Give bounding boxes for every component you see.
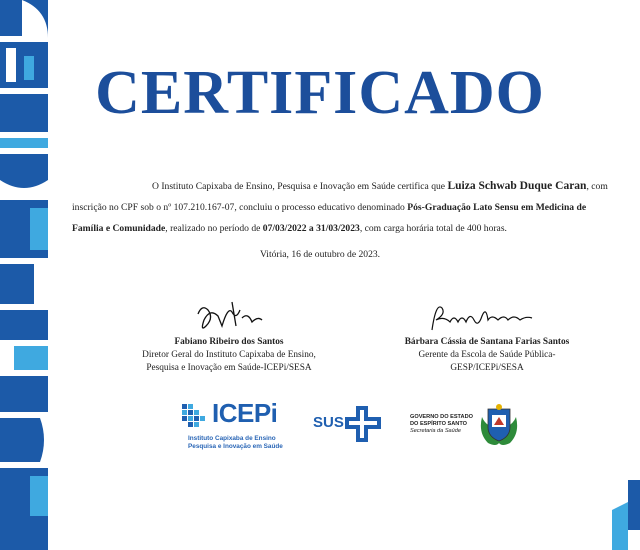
course-name: Pós-Graduação Lato Sensu em Medicina de: [407, 202, 587, 213]
government-label: [410, 414, 473, 435]
issue-date: Vitória, 16 de outubro de 2023.: [259, 249, 381, 260]
gov-line3: Secretaria da Saúde: [410, 428, 461, 434]
state-crest-icon: [476, 403, 522, 447]
signature-fabiano-image: [192, 296, 268, 336]
icepi-sub-line2: Pesquisa e Inovação em Saúde: [188, 443, 283, 450]
icepi-logo-word: ICEPi: [212, 398, 278, 428]
signatory-1-role-line2: Pesquisa e Inovação em Saúde-ICEPi/SESA: [146, 363, 312, 373]
body-line1-prefix: O Instituto Capixaba de Ensino, Pesquisa e Inovação em Saúde certifica que: [152, 181, 446, 192]
gov-line2: DO ESPÍRITO SANTO: [410, 421, 467, 427]
right-corner-decoration: [600, 480, 640, 550]
sus-cross-icon: [343, 404, 383, 444]
body-line-2: [72, 197, 640, 218]
certificate-body: [72, 176, 640, 239]
gov-line1: GOVERNO DO ESTADO: [410, 414, 473, 420]
course-name-cont: Família e Comunidade: [72, 223, 166, 234]
certificate-title: CERTIFICADO: [95, 59, 545, 127]
icepi-logo-subtitle: [188, 435, 283, 451]
recipient-name: Luiza Schwab Duque Caran: [447, 180, 587, 192]
course-period: 07/03/2022 a 31/03/2023: [262, 223, 360, 234]
body-line1-suffix: , com: [586, 181, 608, 192]
signatory-2-role-line1: Gerente da Escola de Saúde Pública-: [418, 350, 556, 360]
signatory-1-role-line1: Diretor Geral do Instituto Capixaba de Ensino,: [142, 350, 316, 360]
body-line-3: [72, 218, 640, 239]
body-line2-prefix: inscrição no CPF sob o nº 107.210.167-07, concluiu o processo educativo denominado: [72, 202, 405, 213]
icepi-logo-mark: [182, 402, 210, 432]
signature-block-1: [118, 336, 340, 375]
signature-barbara-image: [428, 298, 538, 334]
signatory-1-name: Fabiano Ribeiro dos Santos: [174, 337, 284, 347]
body-line-1: [72, 176, 640, 197]
signature-block-2: [380, 336, 594, 375]
signatory-2-role-line2: GESP/ICEPi/SESA: [450, 363, 524, 373]
signatory-2-name: Bárbara Cássia de Santana Farias Santos: [404, 337, 570, 347]
sus-logo-word: SUS: [313, 414, 344, 431]
body-line3-mid: , realizado no período de: [165, 223, 261, 234]
body-line3-suffix: , com carga horária total de 400 horas.: [359, 223, 507, 234]
icepi-sub-line1: Instituto Capixaba de Ensino: [188, 435, 276, 442]
